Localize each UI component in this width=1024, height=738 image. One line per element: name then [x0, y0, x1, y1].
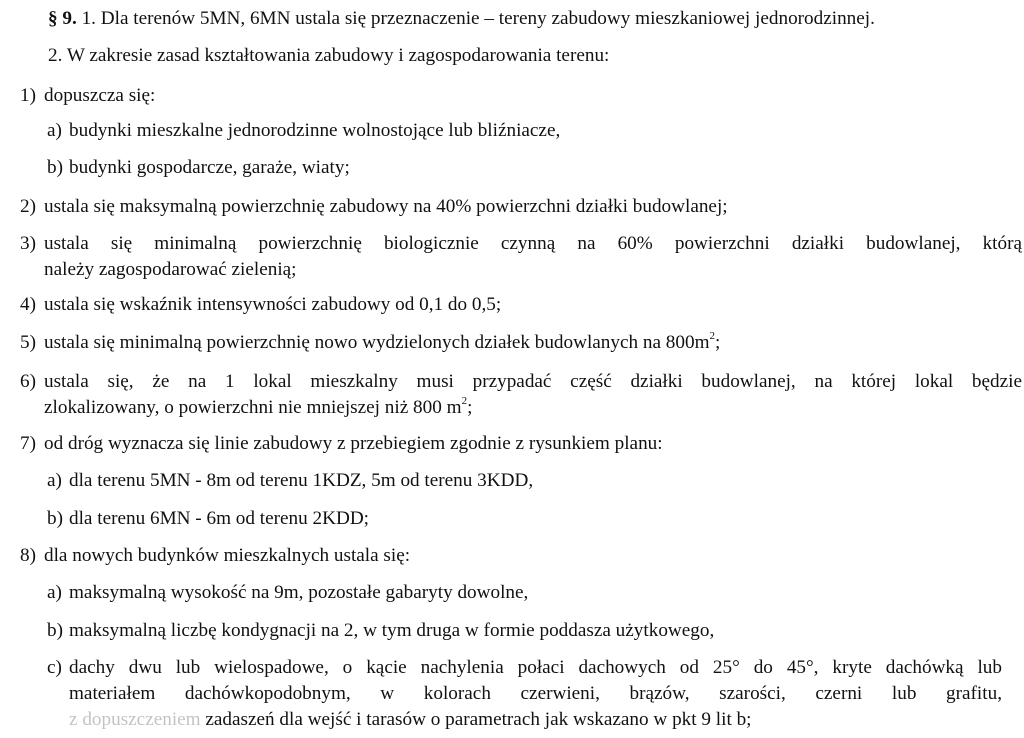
list-text-line-2-content: zlokalizowany, o powierzchni nie mniejszej niż 800 m	[44, 397, 462, 418]
paragraph-2: 2. W zakresie zasad kształtowania zabudowy i zagospodarowania terenu:	[48, 45, 610, 66]
list-text-content: ustala się minimalną powierzchnię nowo wydzielonych działek budowlanych na 800m	[44, 332, 710, 353]
list-text-line-1-content: ustala się minimalną powierzchnię biologicznie czynną na 60% powierzchni działki budowlanej, którą	[44, 233, 1022, 254]
list-number: 8)	[20, 545, 36, 566]
section-heading	[48, 6, 875, 32]
sublist-text: maksymalną liczbę kondygnacji na 2, w tym druga w formie poddasza użytkowego,	[69, 620, 715, 641]
sublist-letter: b)	[47, 157, 63, 178]
list-number: 6)	[20, 371, 36, 392]
sublist-text: budynki mieszkalne jednorodzinne wolnostojące lub bliźniacze,	[69, 120, 561, 141]
list-text-line-2: należy zagospodarować zielenią;	[44, 259, 297, 280]
sublist-text-line-3-content: zadaszeń dla wejść i tarasów o parametrach jak wskazano w pkt 9 lit b;	[205, 709, 752, 730]
superscript: 2	[461, 394, 468, 407]
sublist-text: maksymalną wysokość na 9m, pozostałe gabaryty dowolne,	[69, 582, 529, 603]
list-number: 4)	[20, 294, 36, 315]
sublist-text-line-1-content: dachy dwu lub wielospadowe, o kącie nachylenia połaci dachowych od 25° do 45°, kryte dachówką lub	[69, 657, 1002, 678]
list-number: 3)	[20, 233, 36, 254]
sublist-letter: c)	[47, 657, 62, 678]
sublist-letter: a)	[47, 470, 62, 491]
list-number: 7)	[20, 433, 36, 454]
list-text: ustala się wskaźnik intensywności zabudowy od 0,1 do 0,5;	[44, 294, 502, 315]
paragraph-1: 1. Dla terenów 5MN, 6MN ustala się przeznaczenie – tereny zabudowy mieszkaniowej jednorodzinnej.	[81, 8, 875, 29]
list-number: 5)	[20, 332, 36, 353]
list-text: dopuszcza się:	[44, 85, 156, 106]
sublist-text: budynki gospodarcze, garaże, wiaty;	[69, 157, 350, 178]
sublist-text: dla terenu 5MN - 8m od terenu 1KDZ, 5m od terenu 3KDD,	[69, 470, 534, 491]
list-text-line-2	[44, 395, 1022, 421]
list-text-tail: ;	[715, 332, 721, 353]
superscript: 2	[709, 329, 716, 342]
sublist-letter: b)	[47, 508, 63, 529]
sublist-text-line-2	[69, 681, 1002, 707]
section-mark: § 9.	[48, 8, 77, 29]
sublist-letter: a)	[47, 120, 62, 141]
faded-text: z dopuszczeniem	[69, 709, 201, 730]
list-text: dla nowych budynków mieszkalnych ustala się:	[44, 545, 411, 566]
list-text: od dróg wyznacza się linie zabudowy z przebiegiem zgodnie z rysunkiem planu:	[44, 433, 663, 454]
list-text-tail: ;	[467, 397, 473, 418]
list-number: 2)	[20, 196, 36, 217]
sublist-text-line-2-content: materiałem dachówkopodobnym, w kolorach czerwieni, brązów, szarości, czerni lub grafitu,	[69, 683, 1002, 704]
list-number: 1)	[20, 85, 36, 106]
list-text: ustala się maksymalną powierzchnię zabudowy na 40% powierzchni działki budowlanej;	[44, 196, 728, 217]
sublist-letter: b)	[47, 620, 63, 641]
sublist-text-line-3	[69, 707, 1002, 733]
list-text-line-1	[44, 369, 1022, 395]
sublist-text: dla terenu 6MN - 6m od terenu 2KDD;	[69, 508, 370, 529]
sublist-letter: a)	[47, 582, 62, 603]
sublist-text-line-1	[69, 655, 1002, 681]
list-text-line-1	[44, 231, 1022, 257]
list-text	[44, 330, 1022, 356]
list-text-line-1-content: ustala się, że na 1 lokal mieszkalny musi przypadać część działki budowlanej, na której lokal będzie	[44, 371, 1022, 392]
